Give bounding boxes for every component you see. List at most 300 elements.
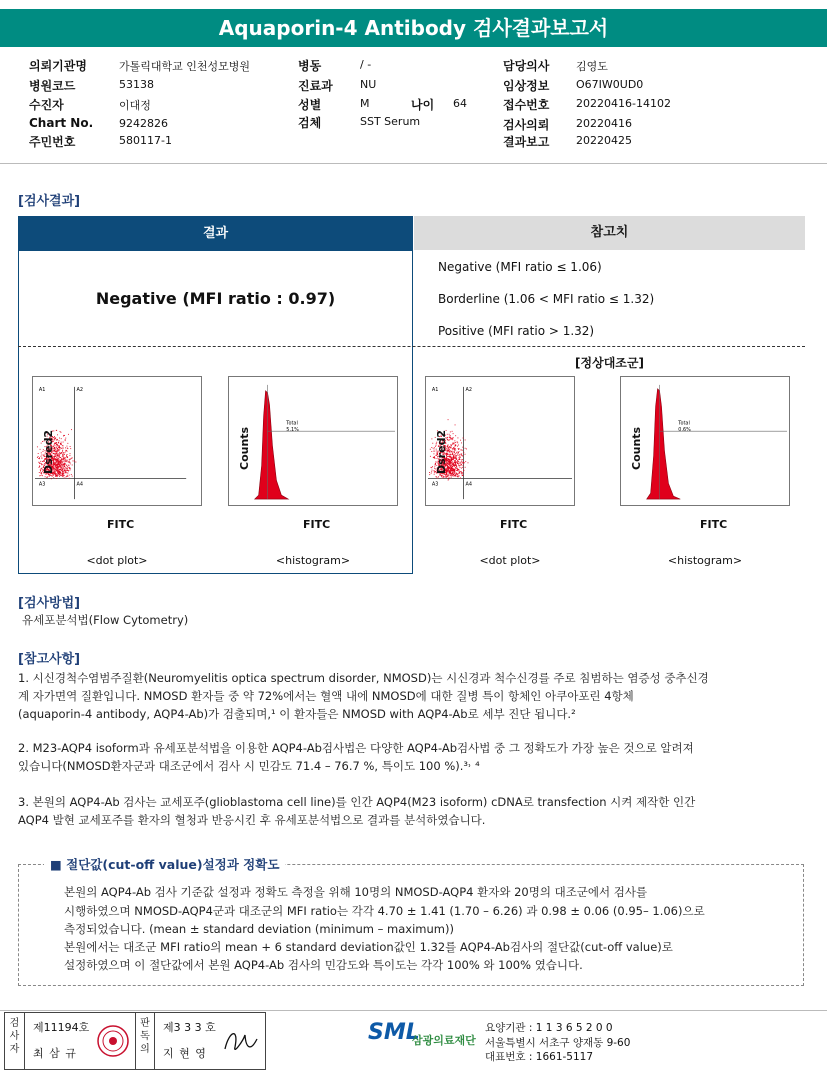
dot-plot-event — [67, 469, 68, 470]
dot-plot-event — [55, 463, 56, 464]
dot-plot-event — [60, 462, 61, 463]
dot-plot-event — [56, 462, 57, 463]
dot-plot-area — [426, 377, 574, 505]
dot-plot-event — [457, 460, 458, 461]
dot-plot-event — [67, 476, 68, 477]
dot-plot-event — [58, 458, 59, 459]
dot-plot-event — [60, 457, 61, 458]
dot-plot-event — [64, 458, 65, 459]
dot-plot-event — [450, 470, 451, 471]
dot-plot-event — [463, 470, 464, 471]
dot-plot-event — [64, 460, 65, 461]
dot-plot-event — [455, 461, 456, 462]
dot-plot-event — [59, 440, 60, 441]
dot-plot-event — [38, 462, 39, 463]
dot-plot-event — [41, 475, 42, 476]
histogram-y-label: Counts — [238, 426, 251, 470]
dot-plot-event — [454, 440, 455, 441]
dot-plot-event — [448, 480, 449, 481]
dot-plot-event — [449, 450, 450, 451]
dot-plot-event — [465, 454, 466, 455]
dot-plot-event — [457, 454, 458, 455]
dot-plot-event — [450, 466, 451, 467]
dot-plot-event — [448, 478, 449, 479]
dot-plot-event — [453, 457, 454, 458]
hist-percent: 0.6% — [678, 427, 691, 434]
dot-plot-event — [449, 475, 450, 476]
dot-plot-event — [69, 462, 70, 463]
cutoff-line: 본원에서는 대조군 MFI ratio의 mean + 6 standard deviation값인 1.32를 AQP4-Ab검사의 절단값(cut-off value)로 — [64, 940, 673, 954]
tester-name: 최 삼 규 — [33, 1047, 77, 1060]
dot-plot-event — [461, 461, 462, 462]
dot-plot-event — [57, 455, 58, 456]
dot-plot-event — [59, 438, 60, 439]
dot-plot-event — [453, 447, 454, 448]
hist-total-label: Total — [678, 420, 690, 427]
dot-plot-event — [457, 468, 458, 469]
dot-plot-event — [74, 460, 75, 461]
dot-plot-event — [460, 465, 461, 466]
dot-plot-event — [448, 459, 449, 460]
dot-plot-event — [69, 459, 70, 460]
dot-plot-event — [63, 464, 64, 465]
dot-plot-event — [56, 453, 57, 454]
dot-plot-event — [57, 476, 58, 477]
dot-plot-event — [451, 447, 452, 448]
quadrant-label: A3 — [38, 481, 46, 488]
dot-plot-event — [450, 475, 451, 476]
dot-plot-event — [63, 459, 64, 460]
dot-plot-event — [65, 438, 66, 439]
dot-plot-event — [56, 478, 57, 479]
reference-line: Borderline (1.06 < MFI ratio ≤ 1.32) — [438, 292, 655, 306]
info-value: 580117-1 — [119, 134, 172, 147]
dot-plot-event — [37, 446, 38, 447]
dot-plot-event — [450, 456, 451, 457]
dot-plot-event — [65, 467, 66, 468]
dot-plot-event — [61, 462, 62, 463]
dot-plot-event — [452, 431, 453, 432]
dot-plot-event — [452, 438, 453, 439]
info-value: 20220416 — [576, 117, 632, 130]
dot-plot-event — [57, 451, 58, 452]
dot-plot-event — [72, 476, 73, 477]
dot-plot-event — [461, 471, 462, 472]
dot-plot-event — [63, 442, 64, 443]
reader-license: 제3 3 3 호 — [163, 1021, 216, 1034]
dot-plot-event — [468, 462, 469, 463]
dot-plot-event — [452, 451, 453, 452]
dot-plot-caption: <dot plot> — [86, 554, 148, 567]
info-value: 이대정 — [119, 99, 151, 112]
dot-plot-event — [68, 467, 69, 468]
dot-plot-event — [432, 470, 433, 471]
dot-plot-event — [60, 469, 61, 470]
patient-info — [0, 55, 827, 155]
dot-plot-event — [61, 459, 62, 460]
dot-plot-event — [58, 460, 59, 461]
dot-plot-event — [462, 473, 463, 474]
dot-plot-event — [457, 441, 458, 442]
info-key: 주민번호 — [29, 135, 76, 149]
dot-plot-event — [61, 448, 62, 449]
info-value: 53138 — [119, 78, 154, 91]
dot-plot-event — [57, 468, 58, 469]
dot-plot-event — [45, 474, 46, 475]
dot-plot-event — [456, 462, 457, 463]
dot-plot-event — [65, 452, 66, 453]
histogram-y-label: Counts — [630, 426, 643, 470]
dot-plot-event — [62, 474, 63, 475]
dot-plot-x-label: FITC — [500, 518, 528, 531]
dot-plot-event — [451, 474, 452, 475]
note-line: 계 자가면역 질환입니다. NMOSD 환자들 중 약 72%에서는 혈액 내에 NMOSD에 대한 질병 특이 항체인 아쿠아포린 4항체 — [18, 689, 634, 703]
dot-plot-event — [55, 443, 56, 444]
dot-plot-event — [60, 473, 61, 474]
dot-plot-event — [458, 465, 459, 466]
dot-plot-event — [459, 472, 460, 473]
dot-plot-event — [433, 448, 434, 449]
dot-plot-event — [67, 473, 68, 474]
dot-plot-event — [459, 456, 460, 457]
dot-plot-event — [458, 460, 459, 461]
dot-plot-event — [443, 476, 444, 477]
dot-plot-event — [442, 476, 443, 477]
dot-plot-event — [67, 446, 68, 447]
info-key: 나이 — [411, 98, 435, 112]
info-value: 64 — [453, 97, 467, 110]
dot-plot-event — [61, 469, 62, 470]
dot-plot-event — [458, 476, 459, 477]
dot-plot-event — [455, 450, 456, 451]
dot-plot-event — [60, 431, 61, 432]
dot-plot-event — [60, 432, 61, 433]
dot-plot-event — [450, 460, 451, 461]
dot-plot-event — [451, 467, 452, 468]
dot-plot-event — [56, 445, 57, 446]
reference-header: 참고치 — [414, 216, 805, 250]
dot-plot-event — [68, 465, 69, 466]
dot-plot-event — [450, 447, 451, 448]
dot-plot-event — [455, 467, 456, 468]
dot-plot-event — [462, 472, 463, 473]
dot-plot-event — [452, 464, 453, 465]
dot-plot-event — [57, 474, 58, 475]
dot-plot-event — [454, 462, 455, 463]
histogram-area — [229, 377, 397, 505]
dot-plot-event — [57, 456, 58, 457]
info-key: 병동 — [298, 59, 322, 73]
dot-plot-event — [39, 458, 40, 459]
dot-plot-event — [57, 440, 58, 441]
signature-icon — [221, 1021, 261, 1061]
dot-plot-event — [449, 436, 450, 437]
dot-plot-event — [64, 469, 65, 470]
dot-plot-event — [69, 467, 70, 468]
dot-plot-event — [448, 447, 449, 448]
dot-plot-event — [62, 454, 63, 455]
dot-plot-event — [452, 444, 453, 445]
dot-plot-event — [69, 461, 70, 462]
dot-plot-event — [454, 448, 455, 449]
info-key: 검체 — [298, 116, 322, 130]
dot-plot-event — [68, 434, 69, 435]
info-key: Chart No. — [29, 116, 94, 130]
dot-plot-event — [450, 471, 451, 472]
dot-plot-event — [451, 475, 452, 476]
cutoff-line: 측정되었습니다. (mean ± standard deviation (minimum – maximum)) — [64, 922, 454, 936]
dot-plot-event — [55, 474, 56, 475]
dot-plot-event — [40, 470, 41, 471]
histogram-caption: <histogram> — [275, 554, 351, 567]
dot-plot-event — [56, 457, 57, 458]
dot-plot-event — [59, 454, 60, 455]
dot-plot-event — [69, 468, 70, 469]
dot-plot-event — [458, 463, 459, 464]
dot-plot-event — [39, 472, 40, 473]
reader-name: 지 현 영 — [163, 1047, 207, 1060]
note-line: AQP4 발현 교세포주를 환자의 혈청과 반응시킨 후 유세포분석법으로 결과를 분석하였습니다. — [18, 813, 486, 827]
dot-plot-event — [58, 445, 59, 446]
dot-plot-event — [65, 457, 66, 458]
dot-plot-event — [457, 470, 458, 471]
dot-plot-event — [60, 467, 61, 468]
dot-plot-event — [452, 439, 453, 440]
dot-plot-event — [58, 470, 59, 471]
dot-plot-event — [455, 446, 456, 447]
histogram-x-label: FITC — [303, 518, 331, 531]
dot-plot-event — [448, 471, 449, 472]
dot-plot-event — [461, 473, 462, 474]
dashed-divider — [18, 346, 805, 347]
dot-plot-event — [62, 462, 63, 463]
dot-plot-event — [447, 476, 448, 477]
dot-plot-event — [57, 449, 58, 450]
dot-plot-event — [463, 438, 464, 439]
dot-plot-event — [465, 467, 466, 468]
dot-plot-event — [455, 468, 456, 469]
result-header: 결과 — [19, 217, 412, 251]
dot-plot-event — [451, 463, 452, 464]
dot-plot-event — [70, 453, 71, 454]
dot-plot-event — [451, 474, 452, 475]
dot-plot-event — [451, 457, 452, 458]
dot-plot-event — [453, 443, 454, 444]
dot-plot-event — [455, 458, 456, 459]
dot-plot-event — [442, 478, 443, 479]
dot-plot-event — [449, 449, 450, 450]
info-key: 검사의뢰 — [503, 118, 550, 132]
dot-plot-event — [63, 461, 64, 462]
dot-plot-event — [462, 463, 463, 464]
dot-plot-event — [454, 451, 455, 452]
dot-plot-event — [57, 470, 58, 471]
dot-plot-event — [63, 435, 64, 436]
dot-plot-event — [453, 471, 454, 472]
dot-plot-event — [443, 474, 444, 475]
dot-plot-event — [448, 464, 449, 465]
dot-plot-event — [459, 459, 460, 460]
dot-plot-event — [445, 477, 446, 478]
dot-plot-event — [46, 477, 47, 478]
dot-plot-event — [450, 450, 451, 451]
dot-plot-event — [67, 461, 68, 462]
dot-plot-event — [458, 469, 459, 470]
dot-plot-event — [450, 473, 451, 474]
dot-plot-event — [452, 452, 453, 453]
dot-plot-event — [454, 461, 455, 462]
dot-plot-event — [70, 468, 71, 469]
dot-plot-event — [449, 451, 450, 452]
dot-plot-event — [67, 460, 68, 461]
quadrant-label: A4 — [76, 481, 83, 488]
dot-plot-event — [459, 465, 460, 466]
dot-plot-event — [453, 455, 454, 456]
dot-plot-event — [39, 475, 40, 476]
dot-plot-event — [453, 458, 454, 459]
dot-plot-event — [62, 450, 63, 451]
dot-plot-event — [448, 469, 449, 470]
dot-plot-event — [61, 453, 62, 454]
dot-plot-event — [455, 435, 456, 436]
dot-plot-event — [450, 447, 451, 448]
dot-plot-event — [465, 440, 466, 441]
dot-plot-event — [452, 470, 453, 471]
dot-plot-event — [58, 443, 59, 444]
dot-plot-event — [450, 468, 451, 469]
dot-plot-event — [449, 447, 450, 448]
dot-plot-event — [450, 462, 451, 463]
dot-plot-event — [451, 470, 452, 471]
dot-plot-event — [460, 462, 461, 463]
dot-plot-event — [56, 430, 57, 431]
dot-plot-event — [53, 475, 54, 476]
dot-plot-event — [454, 475, 455, 476]
dot-plot-area — [33, 377, 201, 505]
dot-plot-event — [61, 452, 62, 453]
dot-plot-event — [71, 429, 72, 430]
dot-plot-event — [462, 475, 463, 476]
dot-plot-event — [455, 424, 456, 425]
dot-plot-event — [431, 438, 432, 439]
dot-plot-event — [67, 476, 68, 477]
dot-plot-event — [431, 467, 432, 468]
dot-plot-event — [57, 471, 58, 472]
dot-plot-y-label: Dsred2 — [42, 429, 55, 474]
dot-plot-event — [56, 460, 57, 461]
dot-plot-event — [457, 452, 458, 453]
dot-plot-event — [454, 450, 455, 451]
dot-plot-event — [448, 466, 449, 467]
dot-plot-event — [70, 446, 71, 447]
dot-plot-event — [59, 459, 60, 460]
dot-plot-event — [457, 476, 458, 477]
dot-plot-event — [64, 475, 65, 476]
dot-plot-event — [457, 446, 458, 447]
dot-plot-event — [439, 475, 440, 476]
note-line: 있습니다(NMOSD환자군과 대조군에서 검사 시 민감도 71.4 – 76.7 %, 특이도 100 %).³˒ ⁴ — [18, 759, 480, 773]
dot-plot-event — [61, 467, 62, 468]
dot-plot-event — [459, 459, 460, 460]
dot-plot-event — [455, 474, 456, 475]
dot-plot-event — [62, 445, 63, 446]
dot-plot-event — [463, 465, 464, 466]
dot-plot-event — [449, 457, 450, 458]
dot-plot-event — [67, 457, 68, 458]
dot-plot-event — [63, 457, 64, 458]
dot-plot-event — [65, 440, 66, 441]
dot-plot-event — [63, 466, 64, 467]
dot-plot-event — [458, 453, 459, 454]
dot-plot-event — [69, 475, 70, 476]
dot-plot-event — [66, 476, 67, 477]
dot-plot-event — [62, 464, 63, 465]
dot-plot-event — [63, 452, 64, 453]
org-code: 요양기관 : 1 1 3 6 5 2 0 0 — [485, 1022, 613, 1034]
info-key: 의뢰기관명 — [29, 59, 87, 73]
dot-plot-event — [37, 457, 38, 458]
dot-plot-event — [57, 466, 58, 467]
dot-plot-event — [55, 471, 56, 472]
dot-plot-event — [51, 478, 52, 479]
dot-plot-event — [457, 442, 458, 443]
dot-plot-event — [57, 448, 58, 449]
dot-plot-event — [62, 470, 63, 471]
dot-plot-event — [58, 461, 59, 462]
reader-label: 판독의 — [135, 1013, 155, 1069]
dot-plot-event — [38, 453, 39, 454]
dot-plot-event — [452, 461, 453, 462]
dot-plot-x-label: FITC — [107, 518, 135, 531]
dot-plot-event — [461, 464, 462, 465]
dot-plot-event — [63, 474, 64, 475]
dot-plot-event — [456, 468, 457, 469]
dot-plot-event — [430, 456, 431, 457]
dot-plot-event — [437, 478, 438, 479]
dot-plot-event — [65, 451, 66, 452]
dot-plot-event — [59, 452, 60, 453]
dot-plot-event — [62, 476, 63, 477]
method-section-heading: [검사방법] — [18, 596, 81, 611]
dot-plot-event — [55, 459, 56, 460]
dot-plot-event — [59, 473, 60, 474]
dot-plot-event — [462, 467, 463, 468]
dot-plot-event — [60, 447, 61, 448]
dot-plot-event — [451, 465, 452, 466]
info-value: 9242826 — [119, 117, 168, 130]
dot-plot-event — [458, 473, 459, 474]
dot-plot-event — [436, 476, 437, 477]
dot-plot-event — [456, 470, 457, 471]
dot-plot-event — [458, 448, 459, 449]
dot-plot-event — [456, 455, 457, 456]
dot-plot-event — [457, 474, 458, 475]
dot-plot-event — [455, 475, 456, 476]
dot-plot-event — [452, 454, 453, 455]
dot-plot-event — [455, 465, 456, 466]
dot-plot-event — [55, 466, 56, 467]
dot-plot-event — [452, 472, 453, 473]
dot-plot-event — [461, 455, 462, 456]
dot-plot-event — [455, 457, 456, 458]
info-value: / - — [360, 58, 372, 71]
dot-plot-event — [460, 478, 461, 479]
dot-plot-event — [56, 444, 57, 445]
dot-plot-event — [451, 444, 452, 445]
dot-plot-event — [66, 461, 67, 462]
dot-plot-event — [58, 462, 59, 463]
dot-plot-event — [67, 456, 68, 457]
